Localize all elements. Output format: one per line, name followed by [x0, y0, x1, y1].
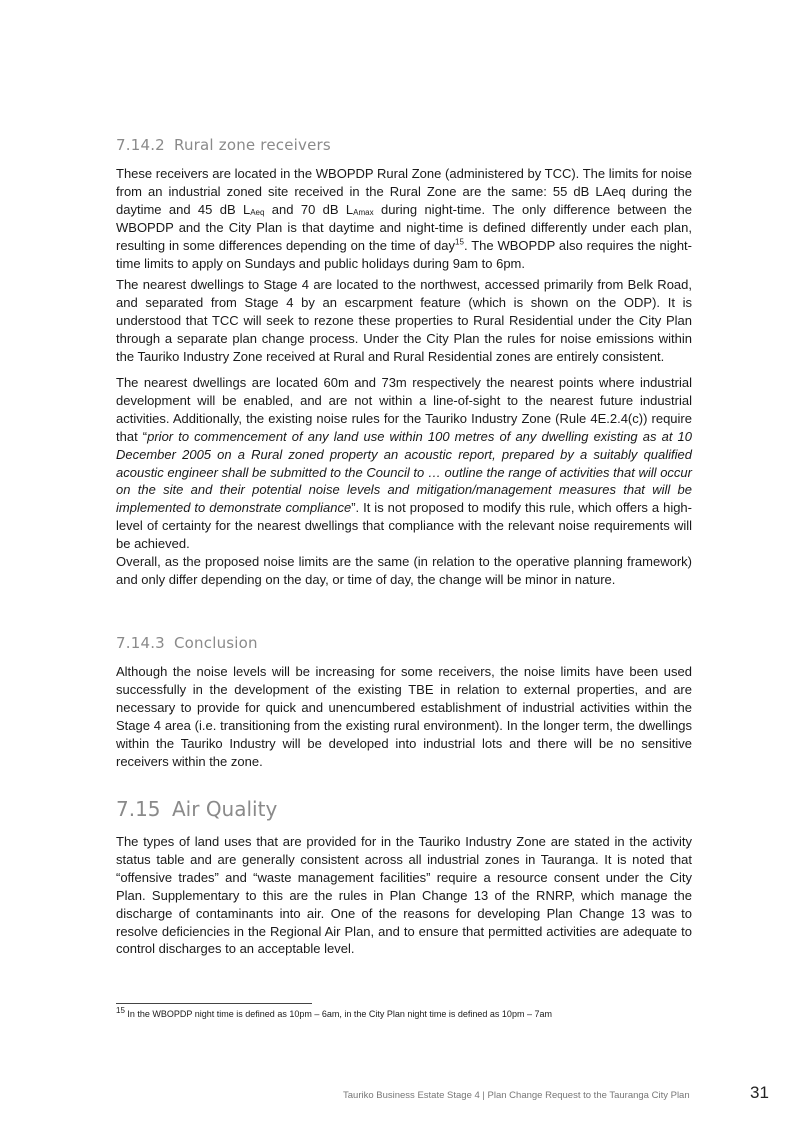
- page-footer: Tauriko Business Estate Stage 4 | Plan Change Request to the Tauranga City Plan: [343, 1090, 690, 1101]
- paragraph-conclusion: Although the noise levels will be increasing for some receivers, the noise limits have been used successfully in the development of the existing TBE in relation to external properties, and are necessary to provide for quick and unencumbered establishment of industrial activities within the Stage 4 area (i.e. transitioning from the existing rural environment). In the longer term, the dwellings within the Tauriko Industry will be developed into industrial lots and there will be no sensitive receivers within the zone.: [116, 664, 692, 769]
- section-number: 7.14.3: [116, 634, 165, 652]
- paragraph-rural-limits: [116, 165, 692, 272]
- footnote-reference[interactable]: 15: [455, 237, 464, 247]
- section-heading-air-quality: [116, 797, 277, 821]
- section-heading-rural-zone-receivers: [116, 136, 331, 154]
- text-run: These receivers are located in the WBOPDP Rural Zone (administered by TCC). The limits for noise from an industrial zoned site received in the Rural Zone are the same: 55 dB LAeq during the daytime and 45 dB L: [116, 166, 692, 217]
- section-title: Rural zone receivers: [174, 136, 331, 154]
- section-number: 7.14.2: [116, 136, 165, 154]
- subscript: Amax: [353, 207, 374, 217]
- text-run: . The WBOPDP also requires the night-time limits to apply on Sundays and public holidays during 9am to 6pm.: [116, 237, 693, 271]
- section-number: 7.15: [116, 797, 161, 821]
- text-run: ”. It is not proposed to modify this rule, which offers a high-level of certainty for the nearest dwellings that compliance with the relevant noise requirements will be achieved.: [116, 500, 692, 552]
- text-run: and 70 dB L: [264, 201, 354, 217]
- section-heading-conclusion: [116, 634, 258, 652]
- paragraph-air-quality: The types of land uses that are provided for in the Tauriko Industry Zone are stated in the activity status table and are generally consistent across all industrial zones in Tauranga. It is noted that “offensive trades” and “waste management facilities” require a resource consent under the City Plan. Supplementary to this are the rules in Plan Change 13 of the RNRP, which manage the discharge of contaminants into air. One of the reasons for developing Plan Change 13 was to resolve deficiencies in the Regional Air Plan, and to ensure that permitted activities are adequate to control discharges to an acceptable level.: [116, 834, 692, 957]
- paragraph-nearest-dwellings: The nearest dwellings to Stage 4 are located to the northwest, accessed primarily from Belk Road, and separated from Stage 4 by an escarpment feature (which is shown on the ODP). It is understood that TCC will seek to rezone these properties to Rural Residential under the City Plan through a separate plan change process. Under the City Plan the rules for noise emissions within the Tauriko Industry Zone received at Rural and Rural Residential zones are entirely consistent.: [116, 277, 692, 364]
- section-title: Air Quality: [172, 797, 278, 821]
- subscript: Aeq: [250, 207, 265, 217]
- footnote-marker: 15: [116, 1006, 125, 1015]
- text-run: The nearest dwellings are located 60m and 73m respectively the nearest points where industrial development will be enabled, and are not within a line-of-sight to the nearest future industrial activities. Additionally, the existing noise rules for the Tauriko Industry Zone (Rule 4E.2.4(c)) require that “: [116, 375, 692, 444]
- page-number: 31: [750, 1083, 769, 1102]
- footnote-text: In the WBOPDP night time is defined as 10pm – 6am, in the City Plan night time is defined as 10pm – 7am: [124, 1009, 552, 1019]
- quoted-rule-text: prior to commencement of any land use within 100 metres of any dwelling existing as at 10 December 2005 on a Rural zoned property an acoustic report, prepared by a suitably qualified acoustic engineer shall be submitted to the Council to … outline the range of activities that will occur on the site and their potential noise levels and mitigation/management measures that will be implemented to demonstrate compliance: [116, 428, 693, 516]
- paragraph-overall: Overall, as the proposed noise limits are the same (in relation to the operative planning framework) and only differ depending on the day, or time of day, the change will be minor in nature.: [116, 554, 692, 587]
- paragraph-rule-4e: [116, 374, 692, 553]
- footnote-divider: [116, 1003, 312, 1004]
- text-run: during night-time. The only difference between the WBOPDP and the City Plan is that daytime and night-time is defined differently under each plan, resulting in some differences depending on the time of day: [116, 201, 693, 253]
- footnote: [116, 1006, 552, 1019]
- section-title: Conclusion: [174, 634, 258, 652]
